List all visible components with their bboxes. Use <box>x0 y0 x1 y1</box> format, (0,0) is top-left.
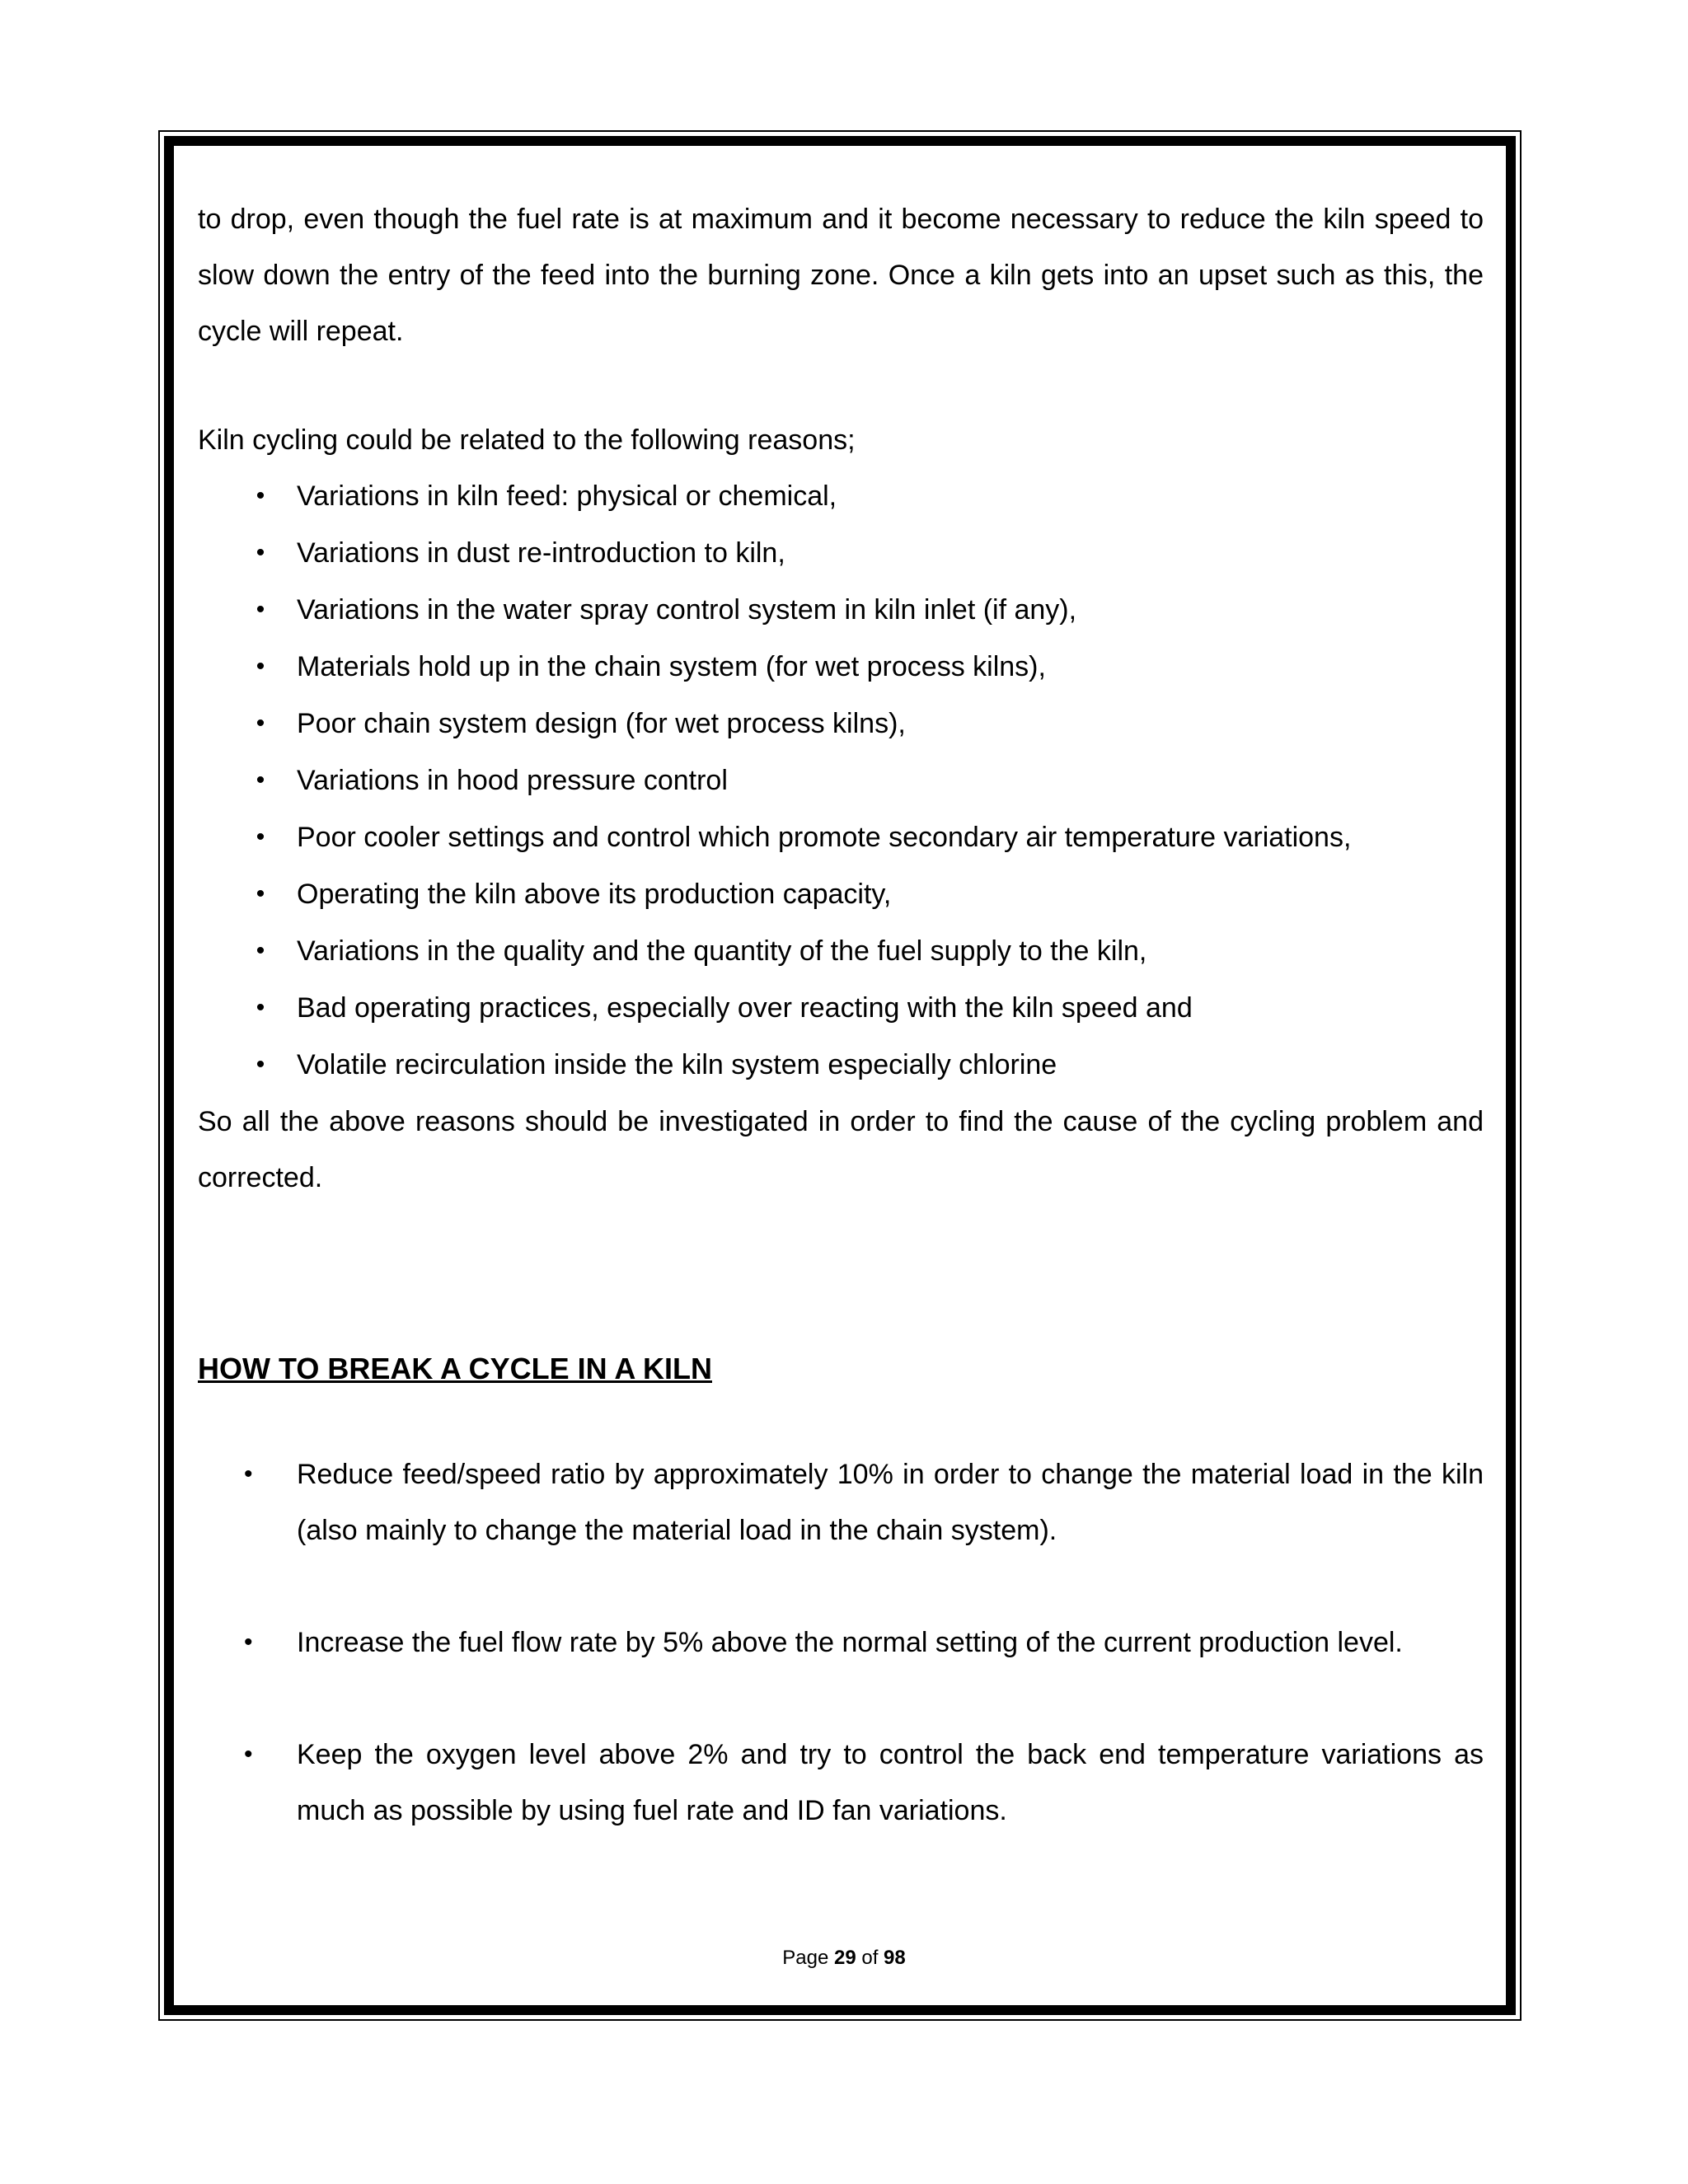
of-word: of <box>861 1947 879 1969</box>
bullet-icon: • <box>256 653 265 680</box>
conclusion-paragraph: So all the above reasons should be investigated in order to find the cause of the cycling problem and corrected. <box>198 1106 1484 1193</box>
intro-paragraph: to drop, even though the fuel rate is at maximum and it become necessary to reduce the kiln speed to slow down the entry of the feed into the burning zone. Once a kiln gets into an upset such as this, the cycle will repeat. <box>198 204 1484 347</box>
bullet-icon: • <box>256 1051 265 1078</box>
bullet-icon: • <box>256 482 265 509</box>
page-content <box>198 191 1484 1839</box>
list-item: • Variations in dust re-introduction to kiln, <box>198 525 1484 582</box>
bullet-icon: • <box>256 994 265 1021</box>
section-heading: HOW TO BREAK A CYCLE IN A KILN <box>198 1352 712 1385</box>
page-word: Page <box>782 1947 829 1969</box>
total-pages-number: 98 <box>884 1947 906 1969</box>
list-item: • Volatile recirculation inside the kiln system especially chlorine <box>198 1037 1484 1094</box>
list-item: • Variations in the water spray control system in kiln inlet (if any), <box>198 582 1484 639</box>
bullet-icon: • <box>256 766 265 794</box>
list-item: • Variations in kiln feed: physical or chemical, <box>198 468 1484 525</box>
page-footer <box>0 1947 1688 1970</box>
list-item: • Poor chain system design (for wet process kilns), <box>198 696 1484 752</box>
bullet-icon: • <box>256 937 265 964</box>
list-item: • Materials hold up in the chain system (for wet process kilns), <box>198 639 1484 696</box>
current-page-number: 29 <box>833 1947 856 1969</box>
bullet-icon: • <box>244 1741 253 1768</box>
reasons-list <box>198 468 1484 1094</box>
bullet-icon: • <box>244 1629 253 1656</box>
bullet-icon: • <box>256 539 265 566</box>
list-item: • Operating the kiln above its production capacity, <box>198 866 1484 923</box>
bullet-icon: • <box>256 880 265 907</box>
list-item: • Keep the oxygen level above 2% and try to control the back end temperature variations as much as possible by using fuel rate and ID fan variations. <box>198 1727 1484 1839</box>
list-item: • Reduce feed/speed ratio by approximately 10% in order to change the material load in the kiln (also mainly to change the material load in the chain system). <box>198 1446 1484 1558</box>
list-item: • Variations in hood pressure control <box>198 752 1484 809</box>
list-item: • Increase the fuel flow rate by 5% above the normal setting of the current production level. <box>198 1615 1484 1671</box>
reasons-intro: Kiln cycling could be related to the following reasons; <box>198 424 856 456</box>
bullet-icon: • <box>256 710 265 737</box>
bullet-icon: • <box>256 823 265 851</box>
list-item: • Poor cooler settings and control which promote secondary air temperature variations, <box>198 809 1484 866</box>
list-item: • Bad operating practices, especially over reacting with the kiln speed and <box>198 980 1484 1037</box>
steps-list <box>198 1446 1484 1839</box>
bullet-icon: • <box>256 596 265 623</box>
bullet-icon: • <box>244 1460 253 1488</box>
list-item: • Variations in the quality and the quantity of the fuel supply to the kiln, <box>198 923 1484 980</box>
